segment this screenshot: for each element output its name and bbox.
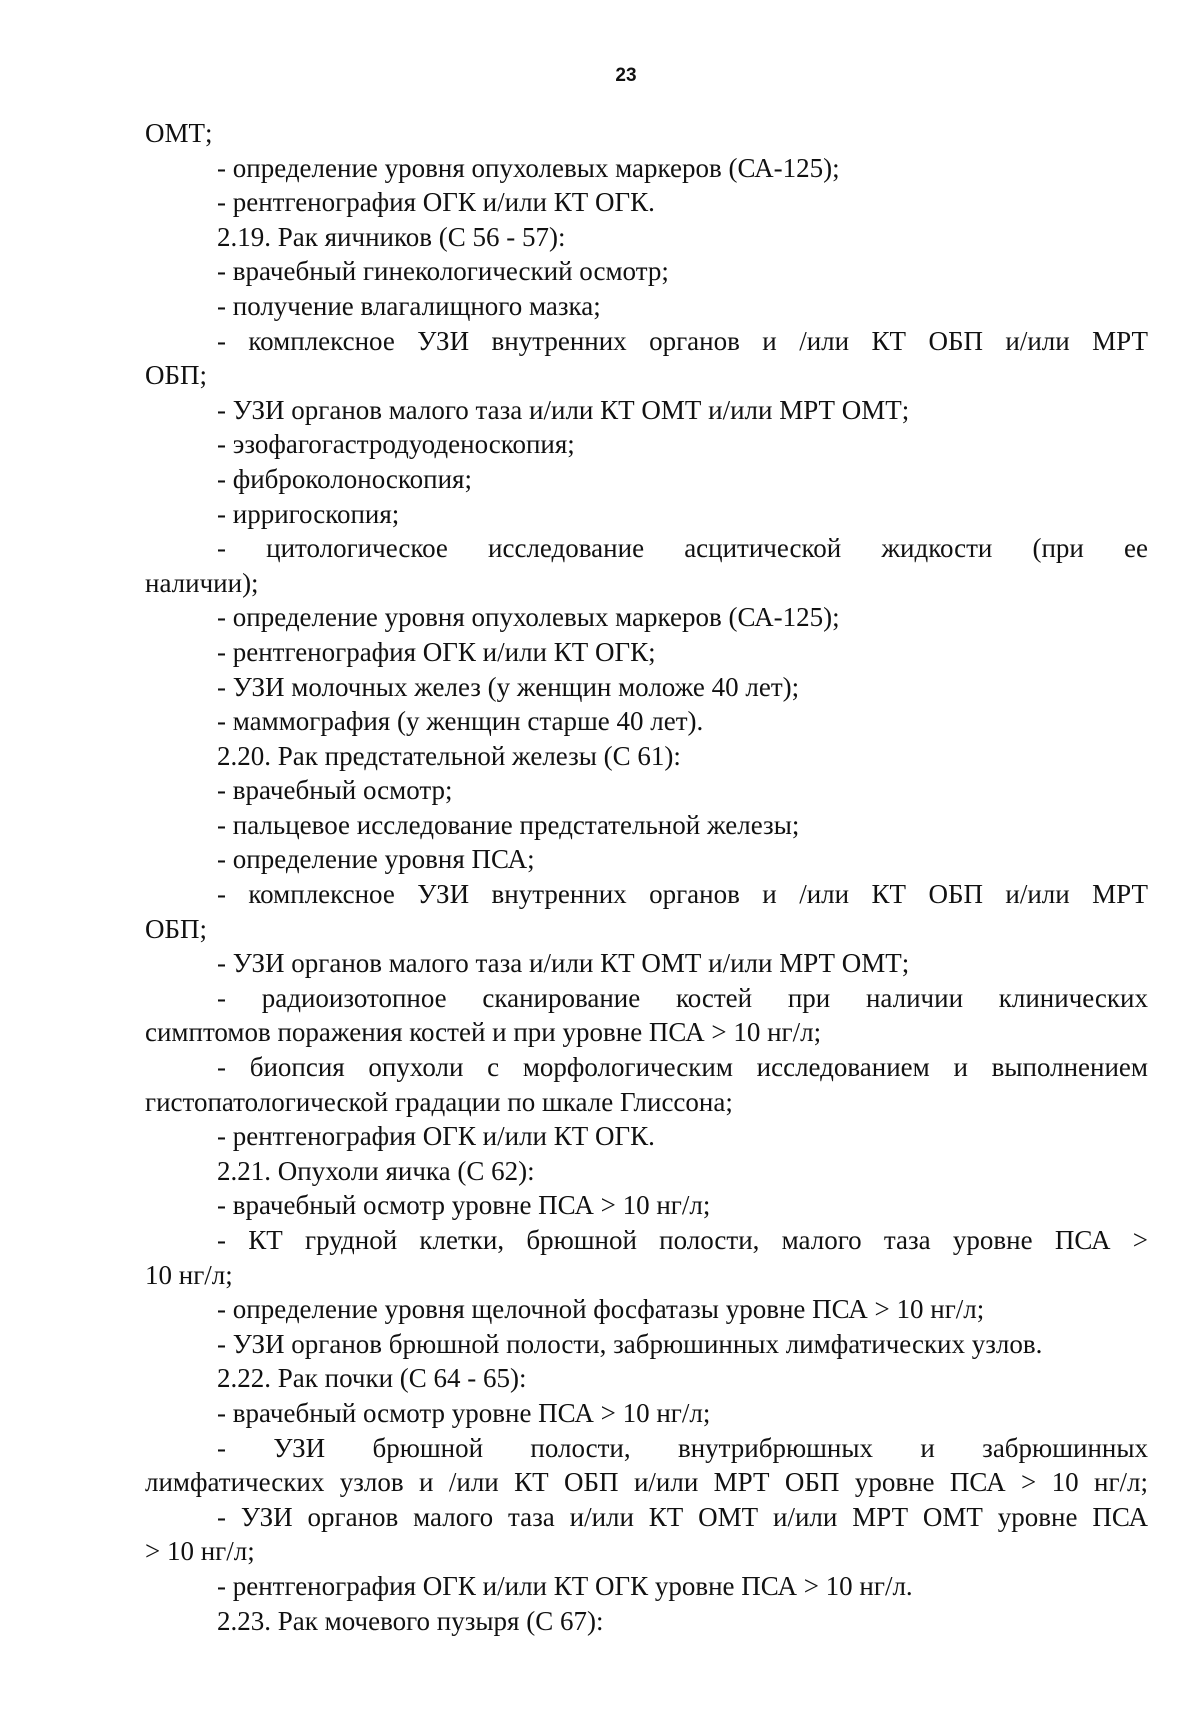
text-line: наличии); bbox=[145, 567, 259, 598]
text-line: 10 нг/л; bbox=[145, 1259, 233, 1290]
text-line: - комплексное УЗИ внутренних органов и /или КТ ОБП и/или МРТ bbox=[217, 325, 1148, 356]
text-line: - определение уровня ПСА; bbox=[217, 844, 535, 875]
text-line: симптомов поражения костей и при уровне ПСА > 10 нг/л; bbox=[145, 1017, 822, 1048]
text-line: 2.21. Опухоли яичка (С 62): bbox=[217, 1155, 535, 1186]
text-line: - УЗИ брюшной полости, внутрибрюшных и забрюшинных bbox=[217, 1432, 1148, 1463]
text-line: - получение влагалищного мазка; bbox=[217, 290, 601, 321]
text-line: ОМТ; bbox=[145, 118, 213, 148]
text-line: - эзофагогастродуоденоскопия; bbox=[217, 429, 575, 460]
text-line: - УЗИ органов малого таза и/или КТ ОМТ и/или МРТ ОМТ; bbox=[217, 948, 910, 979]
text-line: 2.23. Рак мочевого пузыря (С 67): bbox=[217, 1605, 604, 1636]
page-number: 23 bbox=[615, 65, 637, 86]
text-line: - определение уровня опухолевых маркеров (СА-125); bbox=[217, 602, 840, 633]
text-line: - ирригоскопия; bbox=[217, 498, 400, 529]
text-line: - биопсия опухоли с морфологическим исследованием и выполнением bbox=[217, 1052, 1148, 1083]
text-line: > 10 нг/л; bbox=[145, 1536, 255, 1567]
text-line: гистопатологической градации по шкале Глиссона; bbox=[145, 1086, 733, 1117]
text-line: - врачебный гинекологический осмотр; bbox=[217, 256, 669, 287]
text-line: - цитологическое исследование асцитической жидкости (при ее bbox=[217, 533, 1148, 564]
text-line: - УЗИ органов малого таза и/или КТ ОМТ и/или МРТ ОМТ уровне ПСА bbox=[217, 1501, 1148, 1532]
text-line: 2.19. Рак яичников (С 56 - 57): bbox=[217, 221, 566, 252]
text-line: - УЗИ органов малого таза и/или КТ ОМТ и/или МРТ ОМТ; bbox=[217, 394, 910, 425]
text-line: - определение уровня опухолевых маркеров (СА-125); bbox=[217, 152, 840, 183]
text-line: - рентгенография ОГК и/или КТ ОГК; bbox=[217, 636, 656, 667]
text-line: - УЗИ молочных желез (у женщин моложе 40 лет); bbox=[217, 671, 800, 702]
text-line: - врачебный осмотр; bbox=[217, 775, 453, 806]
text-line: - КТ грудной клетки, брюшной полости, малого таза уровне ПСА > bbox=[217, 1225, 1148, 1255]
text-line: - рентгенография ОГК и/или КТ ОГК уровне ПСА > 10 нг/л. bbox=[217, 1570, 913, 1601]
text-line: - врачебный осмотр уровне ПСА > 10 нг/л; bbox=[217, 1397, 711, 1428]
text-line: ОБП; bbox=[145, 360, 208, 391]
text-line: - маммография (у женщин старше 40 лет). bbox=[217, 706, 704, 737]
text-line: - фиброколоноскопия; bbox=[217, 463, 472, 494]
text-line: - радиоизотопное сканирование костей при наличии клинических bbox=[217, 982, 1148, 1013]
document-body bbox=[145, 116, 1148, 1638]
text-line: - пальцевое исследование предстательной железы; bbox=[217, 809, 800, 840]
text-line: лимфатических узлов и /или КТ ОБП и/или МРТ ОБП уровне ПСА > 10 нг/л; bbox=[145, 1467, 1148, 1498]
text-line: 2.22. Рак почки (С 64 - 65): bbox=[217, 1363, 527, 1394]
text-line: - УЗИ органов брюшной полости, забрюшинных лимфатических узлов. bbox=[217, 1328, 1043, 1359]
text-line: - комплексное УЗИ внутренних органов и /или КТ ОБП и/или МРТ bbox=[217, 879, 1148, 910]
text-line: ОБП; bbox=[145, 913, 208, 944]
text-line: - рентгенография ОГК и/или КТ ОГК. bbox=[217, 187, 655, 218]
text-line: - определение уровня щелочной фосфатазы уровне ПСА > 10 нг/л; bbox=[217, 1294, 985, 1325]
text-line: - рентгенография ОГК и/или КТ ОГК. bbox=[217, 1121, 655, 1152]
text-line: 2.20. Рак предстательной железы (С 61): bbox=[217, 740, 681, 771]
text-line: - врачебный осмотр уровне ПСА > 10 нг/л; bbox=[217, 1190, 711, 1221]
